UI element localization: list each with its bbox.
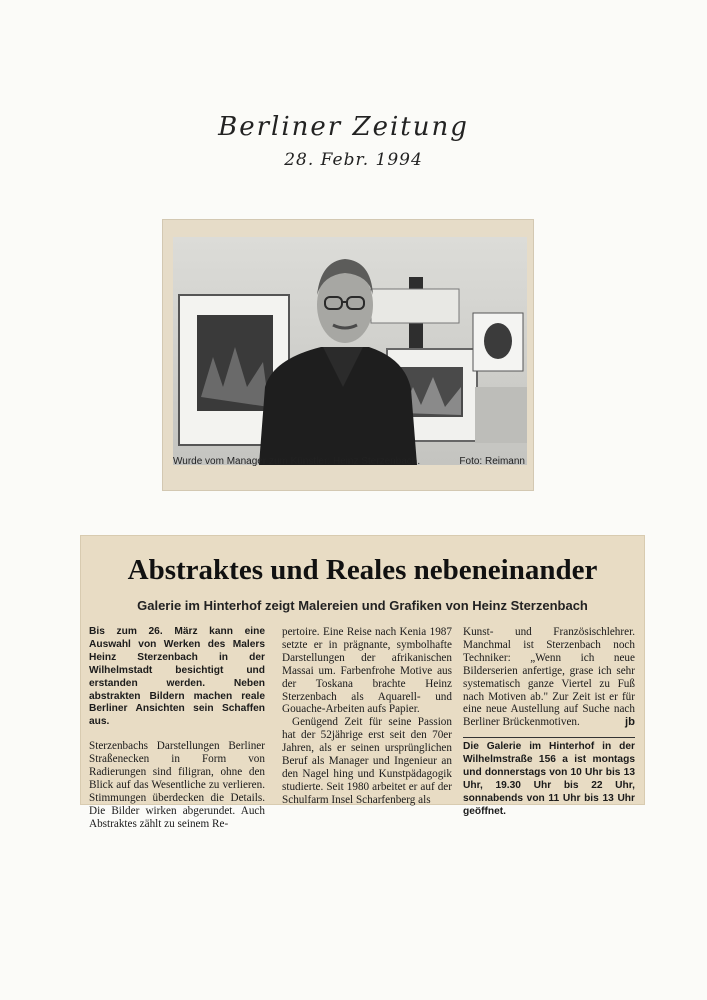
column-2-paragraph-1: pertoire. Eine Reise nach Kenia 1987 setzte er in prägnante, symbolhafte Darstellungen der afrikanischen Massai um. Farbenfrohe Motive aus der Toskana brachte Heinz Sterzenbach als Aquarell- und Gouache-Arbeiten aufs Papier. <box>282 626 452 716</box>
article-column-2 <box>282 626 452 807</box>
column-2-paragraph-2: Genügend Zeit für seine Passion hat der 52jährige erst seit den 70er Jahren, als er seinen ursprünglichen Beruf als Manager und Ingenieur an den Nagel hing und Kunstpädagogik studierte. Seit 1980 arbeitet er auf der Schulfarm Insel Scharfenberg als <box>282 716 452 806</box>
column-1-body: Sterzenbachs Darstellungen Berliner Straßenecken in Form von Radierungen sind filigran, ohne den Blick auf das Wesentliche zu verlieren. Stimmungen überdecken die Details. Die Bilder wirken abgerundet. Auch Abstraktes zählt zu seinem Re- <box>89 740 265 830</box>
gallery-hours-info: Die Galerie im Hinterhof in der Wilhelmstraße 156 a ist montags und donnerstags von 10 Uhr bis 13 Uhr, 19.30 Uhr bis 22 Uhr, sonnabends von 11 Uhr bis 13 Uhr geöffnet. <box>463 737 635 818</box>
photo-illustration <box>173 237 527 465</box>
author-signature: jb <box>625 716 635 729</box>
column-3-body <box>463 626 635 729</box>
article-lead: Bis zum 26. März kann eine Auswahl von Werken des Malers Heinz Sterzenbach in der Wilhelmstadt besichtigt und erstanden werden. Neben abstrakten Bildern machen reale Berliner Ansichten sein Schaffen aus. <box>89 626 265 728</box>
photo-clipping <box>163 220 533 490</box>
article-column-3 <box>463 626 635 819</box>
article-subheadline: Galerie im Hinterhof zeigt Malereien und Grafiken von Heinz Sterzenbach <box>137 598 588 613</box>
handwritten-date: 28. Febr. 1994 <box>284 150 423 170</box>
article-column-1 <box>89 626 265 831</box>
article-clipping <box>81 536 644 830</box>
caption-text: Wurde vom Manager zum Künstler: Heinz Sterzenbach. <box>173 456 421 467</box>
article-headline: Abstraktes und Reales nebeneinander <box>127 554 598 586</box>
artist-photo <box>173 237 527 465</box>
column-3-text: Kunst- und Französischlehrer. Manchmal ist Sterzenbach noch Techniker: „Wenn ich neue Bilderserien anfertige, grase ich sehr systematisch ganze Viertel zu Fuß nach Motiven ab." Zur Zeit ist er für eine neue Austellung auf Suche nach Berliner Brückenmotiven. <box>463 626 635 729</box>
handwritten-publication: Berliner Zeitung <box>218 112 469 142</box>
photo-credit: Foto: Reimann <box>459 456 525 467</box>
